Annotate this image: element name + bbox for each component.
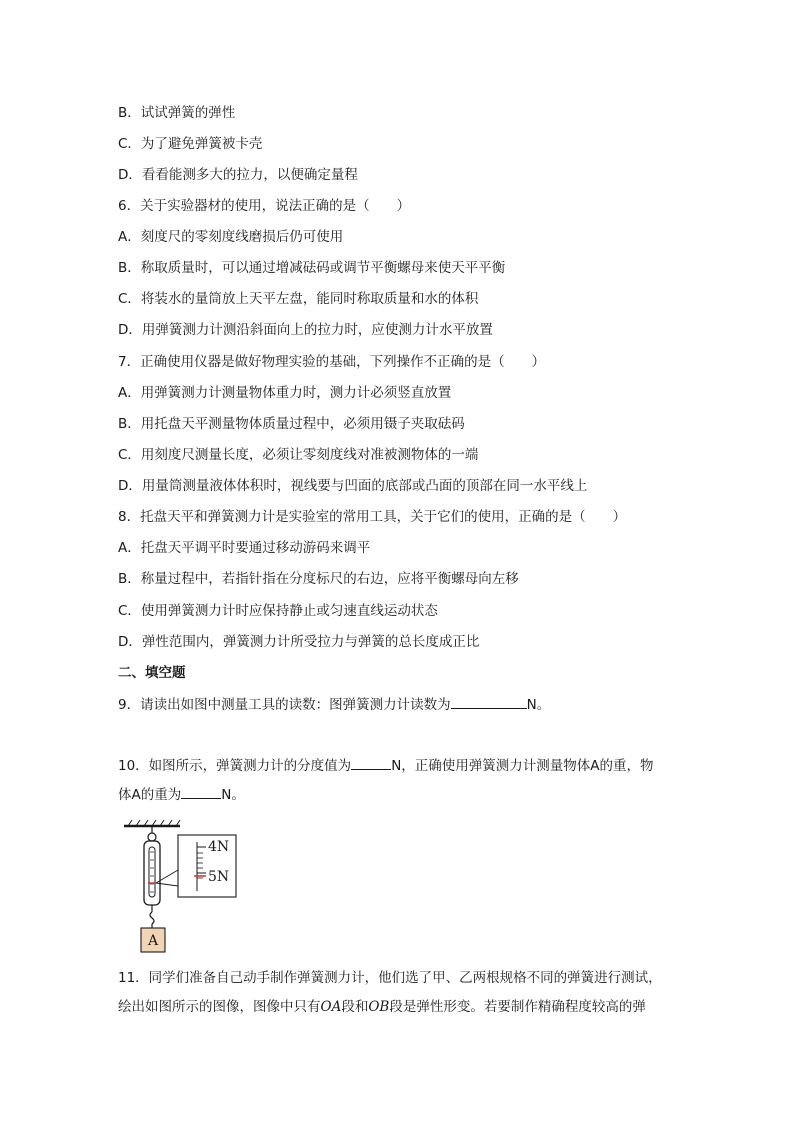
question-8: 8．托盘天平和弹簧测力计是实验室的常用工具，关于它们的使用，正确的是（ ） <box>118 509 627 525</box>
line-option-c: C．为了避免弹簧被卡壳 <box>118 136 263 152</box>
q8-option-b: B．称量过程中，若指针指在分度标尺的右边，应将平衡螺母向左移 <box>118 571 519 587</box>
q10-blank-2[interactable] <box>181 784 221 799</box>
q6-option-a: A．刻度尺的零刻度线磨损后仍可使用 <box>118 229 344 245</box>
q10-line1 <box>118 752 678 781</box>
q11-line2-post: 段是弹性形变。若要制作精确程度较高的弹 <box>389 999 646 1015</box>
q10-blank-1[interactable] <box>351 755 391 770</box>
section-heading: 二、填空题 <box>118 665 186 681</box>
q7-option-c: C．用刻度尺测量长度，必须让零刻度线对准被测物体的一端 <box>118 447 479 463</box>
scale-slot <box>149 847 155 897</box>
q10-line2 <box>118 781 678 810</box>
question-9 <box>118 694 550 715</box>
q6-option-d: D．用弹簧测力计测沿斜面向上的拉力时，应使测力计水平放置 <box>118 322 493 338</box>
q10-text-pre: 10．如图所示，弹簧测力计的分度值为 <box>118 758 352 774</box>
q11-line2-pre: 绘出如图所示的图像，图像中只有 <box>118 999 321 1015</box>
question-11 <box>118 964 683 1022</box>
q11-ob: OB <box>368 999 390 1015</box>
block-a-label: A <box>147 933 159 949</box>
q6-option-c: C．将装水的量筒放上天平左盘，能同时称取质量和水的体积 <box>118 291 479 307</box>
q9-text: 9．请读出如图中测量工具的读数：图弹簧测力计读数为 <box>118 697 451 713</box>
q11-oa: OA <box>320 999 342 1015</box>
q9-unit: N。 <box>526 697 551 713</box>
question-7: 7．正确使用仪器是做好物理实验的基础，下列操作不正确的是（ ） <box>118 354 546 370</box>
label-4n: 4N <box>208 839 230 855</box>
q9-blank[interactable] <box>451 694 527 709</box>
q11-line1: 11．同学们准备自己动手制作弹簧测力计，他们选了甲、乙两根规格不同的弹簧进行测试， <box>118 970 662 986</box>
top-ring <box>148 833 156 841</box>
q7-option-d: D．用量筒测量液体体积时，视线要与凹面的底部或凸面的顶部在同一水平线上 <box>118 478 588 494</box>
q8-option-d: D．弹性范围内，弹簧测力计所受拉力与弹簧的总长度成正比 <box>118 634 480 650</box>
line-option-d: D．看看能测多大的拉力，以便确定量程 <box>118 167 358 183</box>
q8-option-a: A．托盘天平调平时要通过移动游码来调平 <box>118 540 371 556</box>
q7-option-b: B．用托盘天平测量物体质量过程中，必须用镊子夹取砝码 <box>118 416 465 432</box>
q10-unit: N。 <box>221 787 245 803</box>
question-6: 6．关于实验器材的使用，说法正确的是（ ） <box>118 198 411 214</box>
ceiling-support <box>124 820 180 826</box>
q6-option-b: B．称取质量时，可以通过增减砝码或调节平衡螺母来使天平平衡 <box>118 260 506 276</box>
q7-option-a: A．用弹簧测力计测量物体重力时，测力计必须竖直放置 <box>118 385 452 401</box>
q10-line2-text: 体A的重为 <box>118 787 182 803</box>
spring-scale-figure <box>118 820 240 955</box>
q11-mid: 段和 <box>341 999 369 1015</box>
line-option-b: B．试试弹簧的弹性 <box>118 105 236 121</box>
q11-line2 <box>118 993 683 1022</box>
q8-option-c: C．使用弹簧测力计时应保持静止或匀速直线运动状态 <box>118 603 438 619</box>
q10-text-mid: N，正确使用弹簧测力计测量物体A的重，物 <box>391 758 654 774</box>
label-5n: 5N <box>208 869 230 885</box>
question-10 <box>118 752 678 810</box>
